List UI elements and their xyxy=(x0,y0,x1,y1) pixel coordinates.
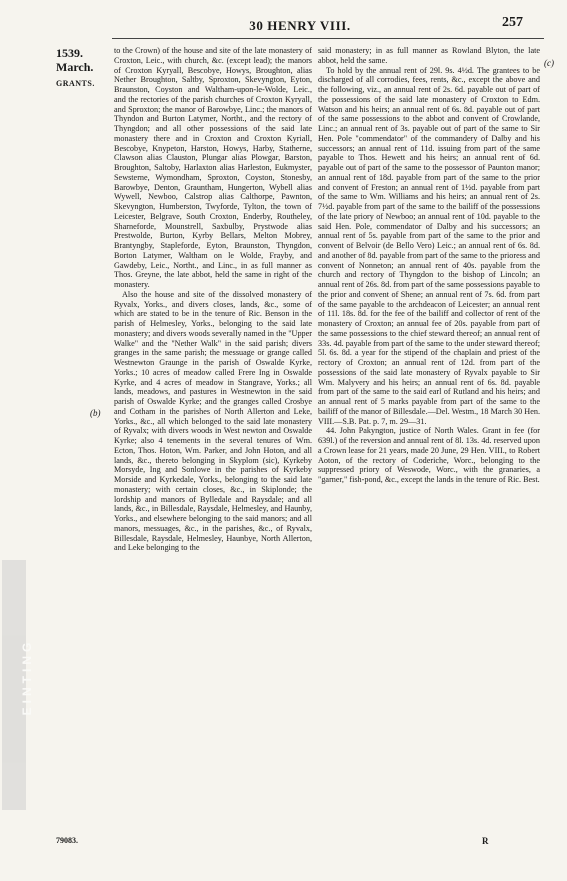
watermark-text: EINTING xyxy=(20,638,34,716)
page-number: 257 xyxy=(502,15,523,30)
running-header-title: 30 HENRY VIII. xyxy=(249,18,351,33)
left-paragraph-1: to the Crown) of the house and site of the late monastery of Croxton, Leic., with church, &c. (except lead); the manors of Croxton Kyryall, Bescobye, Howys, Broughton, alias Nether Broughton, Saltby, Sproxton, Skevyngton, Eyton, Braunston, Coyston and Waltham-upon-le-Wolde, Leic., and the rectories of the parish churches of Croxton Kyryall, and Sproxton; the manor of Barowbye, Linc.; the manors of Thyndon and Burton Latymer, Northt., and the rectory of Thyngdon; and all other possessions of the said late monastery there and in Croxton and Croxton Kyriall, Bescobye, Knypeton, Harston, Howys, Harby, Statherne, Clawson alias Clauston, Plungar alias Plowgar, Barston, Broughton, Saltoby, Harlaxton alias Harleston, Eukmyster, Sewsterne, Wymondham, Sproxton, Coyston, Stonesby, Barowbye, Denton, Grauntham, Hungerton, Wybell alias Wywell, Newboo, Calstrop alias Calthorpe, Pawnton, Skevyngton, Humberston, Twyforde, Tylton, the town of Leicester, Belgrave, South Croxton, Enderby, Routheley, Sharneforde, Mounstrell, Saxbulby, Prystwode alias Prestwolde, Burton, Kyrby Bellars, Melton Mobrey, Brantyngby, Stapleforde, Eyton, Braunston, Thyngdon, Borton Latymer, Waltham on le Wolde, Frayby, and Gawdeby, Leic., Northt., and Linc., in as full manner as Thos. Greyne, the late abbot, held the same in right of the monastery. xyxy=(114,46,312,289)
right-paragraph-3: 44. John Pakyngton, justice of North Wales. Grant in fee (for 639l.) of the reversion and annual rent of 8l. 13s. 4d. reserved upon a Crown lease for 21 years, made 20 June, 29 Hen. VIII., to Robert Aoton, of the rectory of Coderiche, Worc., belonging to the suppressed priory of Weswode, Worc., with the granaries, a "garner," fish-pond, &c., except the lands in the tenure of Ric. Best. xyxy=(318,426,540,484)
margin-note-b: (b) xyxy=(90,408,101,418)
footer-gathering-letter: R xyxy=(482,836,489,846)
watermark-strip xyxy=(2,560,34,810)
left-paragraph-2: Also the house and site of the dissolved monastery of Ryvalx, Yorks., and divers closes, lands, &c., some of which are stated to be in the tenure of Ric. Benson in the parish of Helmesley, Yorks., belonging to the said late monastery; and divers woods severally named in the "Upper Walke" and the "Nether Walk" in the said parish; divers granges in the same parish; the messuage or grange called Westnewton Graunge in the parish of Oswalde Kyrke, Yorks.; 10 acres of meadow called Frere Ing in Oswalde Kyrke, and 4 acres of meadow in Stangrave, Yorks.; all lands, meadows, and pastures in Westnewton in the said parish of Oswalde Kyrke; and the granges called Crosbye and Cotham in the parishes of North Allerton and Leke, Yorks., &c., all which belonged to the said late monastery of Ryvalx; with divers woods in West newton and Oswalde Kyrke; also 4 tenements in the several tenures of Wm. Ecton, Thos. Hoton, Wm. Parker, and John Hoton, and all lands, &c., thereto belonging in Skyplom (sic), Kyrkeby Morsyde, Ing and Sonlowe in the parishes of Kyrkeby Morside and Kyrkedale, Yorks., belonging to the said late monastery; with certain closes, &c., in Skiplonde; the lordship and manors of Bylledale and Raysdale; and all lands, &c., in Billesdale, Raysdale, Helmesley, and Haunby, Yorks., and elsewhere belonging to the said manors; and all manors, messuages, &c., in the parishes, &c., of Ryvalx, Billesdale, Raysdale, Helmesley, Haunbye, North Allerton, and Leke belonging to the xyxy=(114,289,312,553)
margin-note-c: (c) xyxy=(544,58,554,68)
margin-month: March. xyxy=(56,60,94,74)
left-column xyxy=(114,46,312,553)
margin-section-label: GRANTS. xyxy=(56,79,95,88)
right-column xyxy=(318,46,540,485)
right-paragraph-1: said monastery; in as full manner as Rowland Blyton, the late abbot, held the same. xyxy=(318,46,540,65)
footer-signature: 79083. xyxy=(56,836,78,845)
margin-year: 1539. xyxy=(56,46,83,60)
right-paragraph-2: To hold by the annual rent of 29l. 9s. 4½d. The grantees to be discharged of all corrodies, fees, rents, &c., except the above and the following, viz., an annual rent of 2s. 6d. payable out of part of the possessions of the said late monastery of Croxton to Edm. Watson and his heirs; an annual rent of 6s. 8d. payable out of part of the same possessions to the abbot and convent of Crowlande, Linc.; an annual rent of 3s. payable out of part of the same to Sir Hen. Pole "commendator" of the commandery of Dalby and his successors; an annual rent of 11d. issuing from part of the same payable to Thos. Hewett and his heirs; an annual rent of 6d. payable out of part of the same to the possessor of Paunton manor; an annual rent of 18d. payable from part of the same to the prior and convent of Freston; an annual rent of 1½d. payable from part of the same to Wm. Williams and his heirs; an annual rent of 2s. 7½d. payable from part of the same to the bailiff of the possessions of the late priory of Newboo; an annual rent of 10d. payable to the said Hen. Pole, commendator of Dalby and his successors; an annual rent of 5s. payable from part of the same to the prior and convent of Belvoir (de Bello Vero) Leic.; an annual rent of 6s. 8d. and another of 8d. payable from part of the same to the prioress and convent of Nonneton; an annual rent of 40s. payable from the church and rectory of Thyngdon to the bishop of Lincoln; an annual rent of 26s. 8d. from part of the same possessions payable to the prior and convent of Shene; an annual rent of 7s. 6d. from part of the same payable to the archdeacon of Leicester; an annual rent of 11l. 18s. 8d. for the fee of the bailiff and collector of rent of the monastery of Croxton; an annual fee of 20s. payable from part of the same possessions to the chief steward thereof; an annual rent of 33s. 4d. payable from part of the same to the under steward thereof; 5l. 6s. 8d. a year for the stipend of the chaplain and priest of the rectory of Croxton; an annual rent of 12d. from part of the possessions of the said late monastery of Ryvalx payable to Sir Wm. Malyvery and his heirs; an annual rent of 6s. 8d. payable from part of the same to the said earl of Rutland and his heirs; and an annual rent of 5 marks payable from part of the same to the bailiff of the manor of Billesdale.—Del. Westm., 18 March 30 Hen. VIII.—S.B. Pat. p. 7, m. 29—31. xyxy=(318,65,540,426)
header-rule xyxy=(112,38,544,39)
